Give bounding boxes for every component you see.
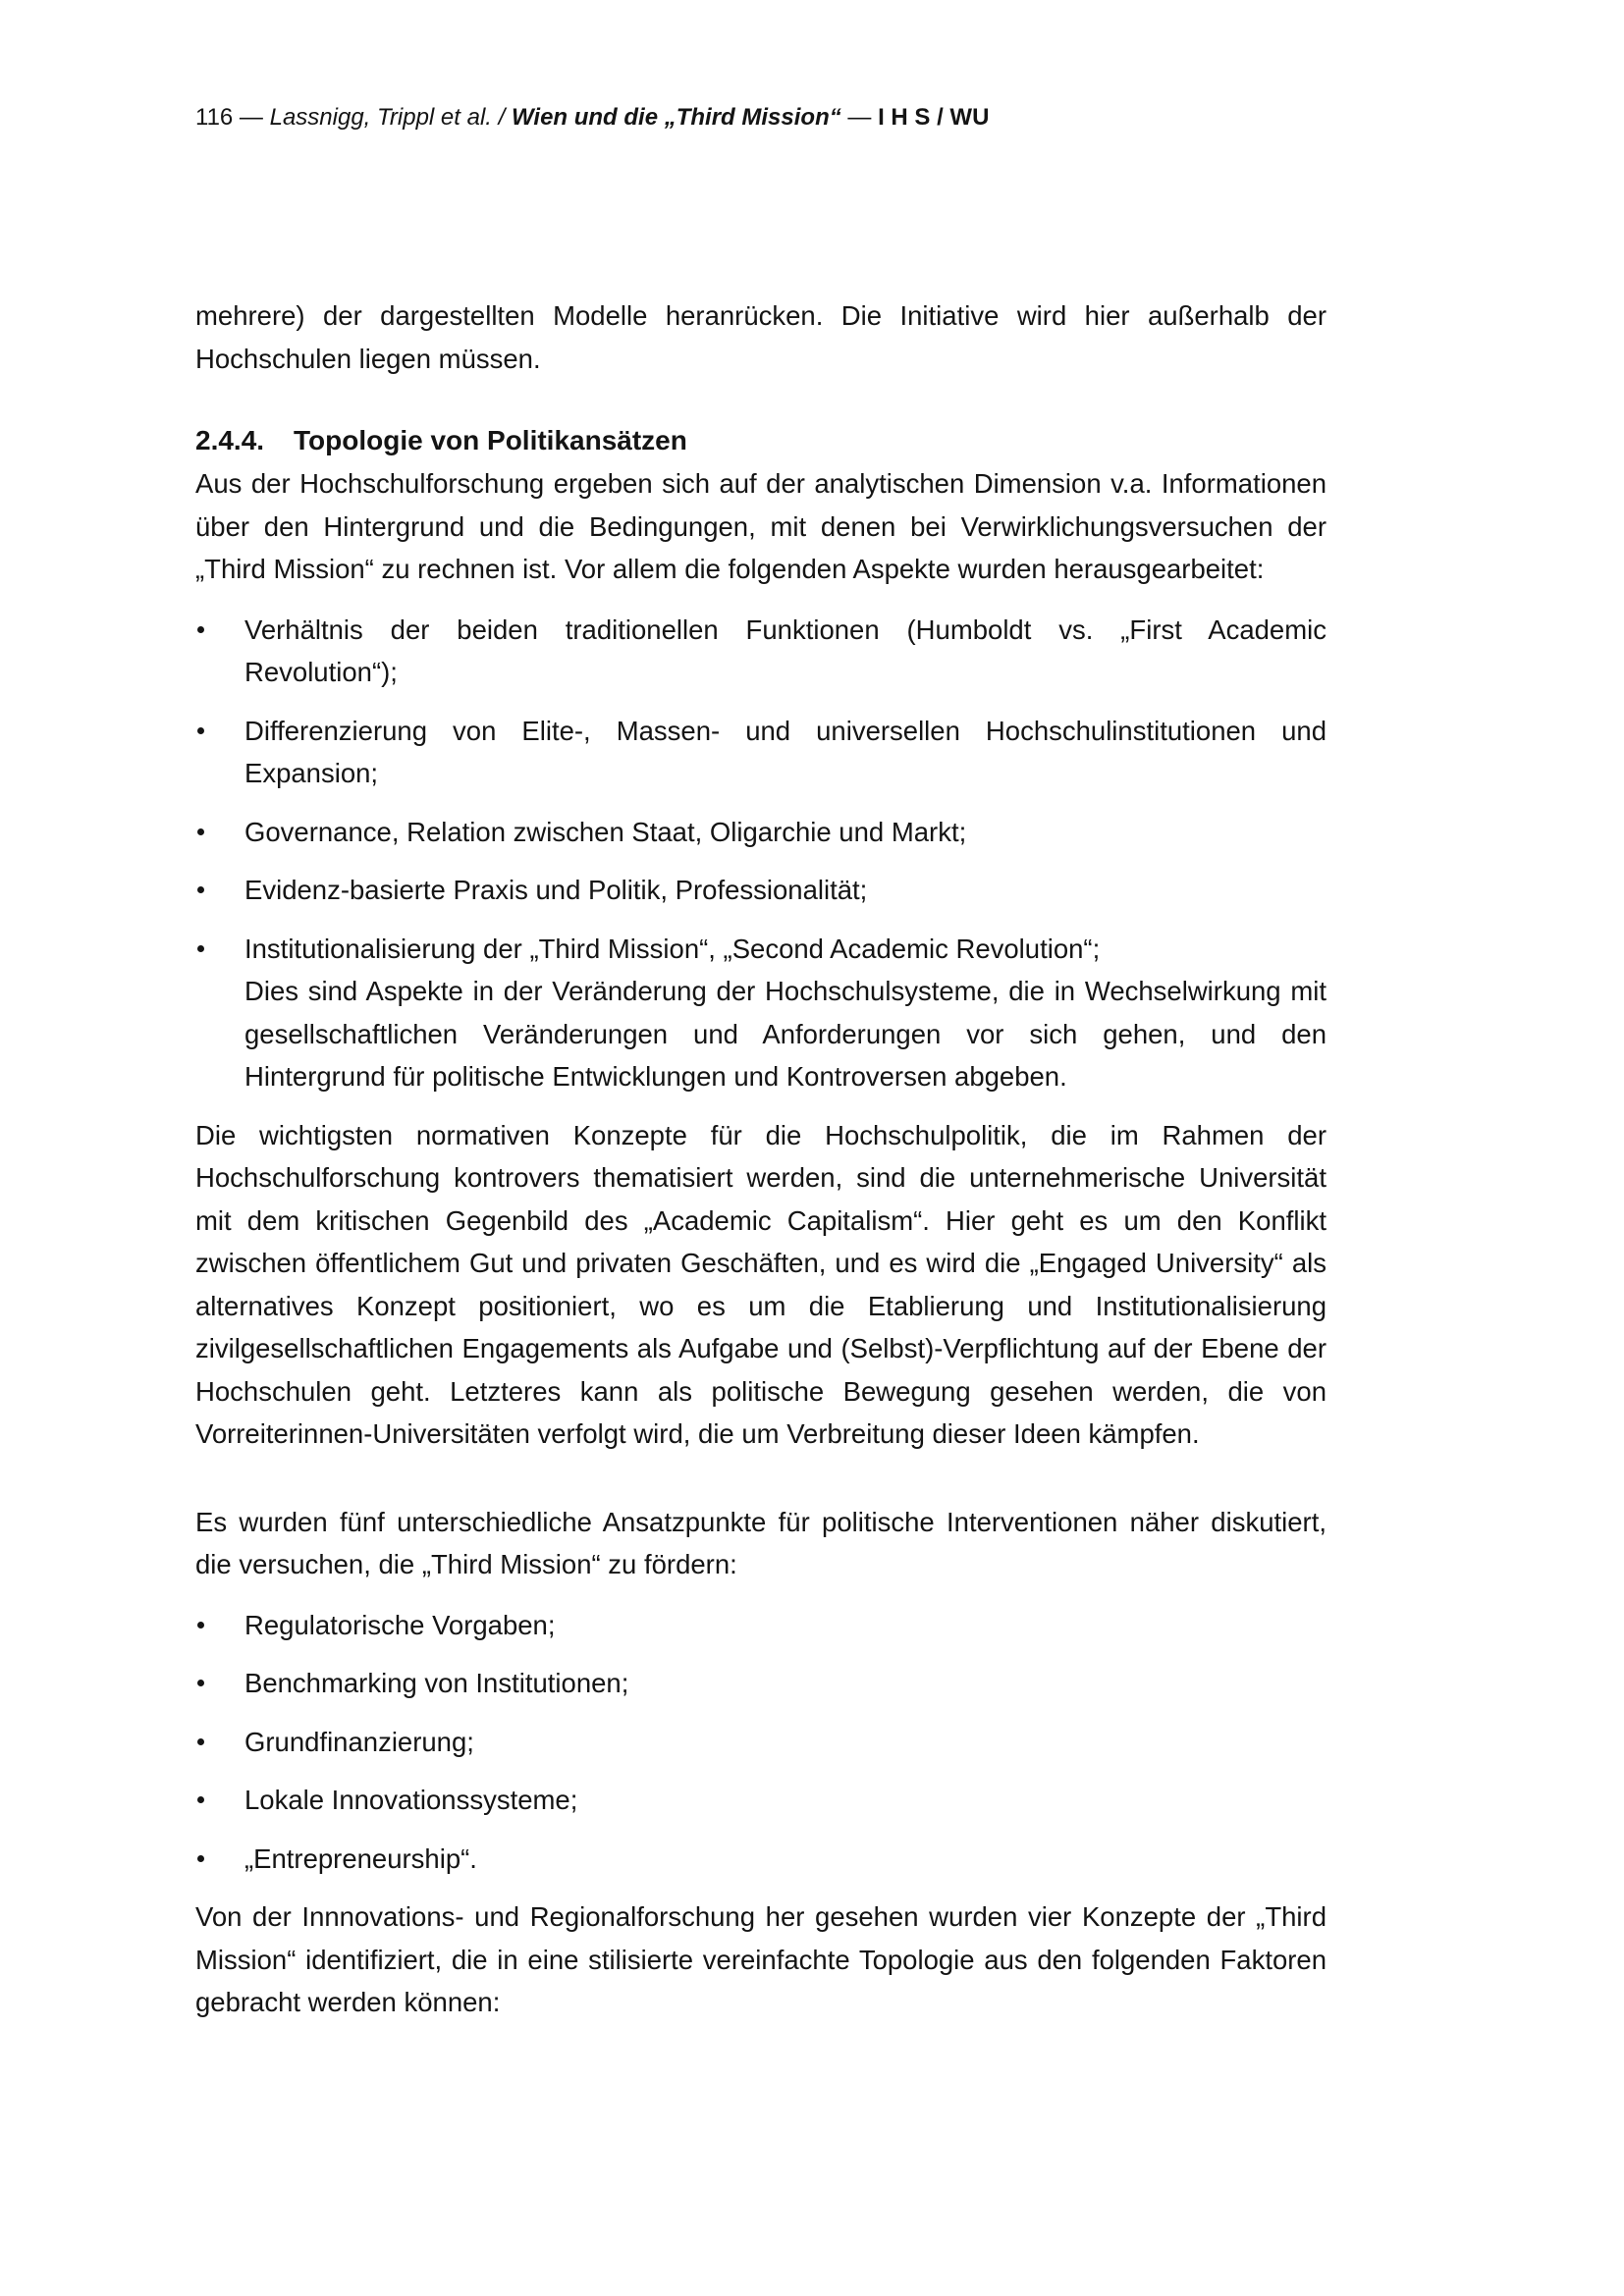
list-item bbox=[195, 710, 1326, 795]
paragraph-1: Aus der Hochschulforschung ergeben sich auf der analytischen Dimension v.a. Informationen über den Hintergrund und die Bedingungen, mit denen bei Verwirklichungsversuchen der „Third Mission“ zu rechnen ist. Vor allem die folgenden Aspekte wurden herausgearbeitet: bbox=[195, 468, 1326, 584]
list-item-text: Institutionalisierung der „Third Mission“, „Second Academic Revolution“; bbox=[244, 933, 1101, 964]
list-continuation-text: Dies sind Aspekte in der Veränderung der Hochschulsysteme, die in Wechselwirkung mit gesellschaftlichen Veränderungen und Anforderungen vor sich gehen, und den Hintergrund für politische Entwicklungen und Kontroversen abgeben. bbox=[244, 976, 1326, 1092]
header-institutions: I H S / WU bbox=[878, 104, 990, 131]
body-text bbox=[195, 294, 1326, 2024]
aspects-list bbox=[195, 609, 1326, 1098]
list-item-text: Differenzierung von Elite-, Massen- und universellen Hochschulinstitutionen und Expansion; bbox=[244, 715, 1326, 788]
list-item bbox=[195, 869, 1326, 912]
page-number: 116 bbox=[195, 104, 234, 131]
interventions-list bbox=[195, 1604, 1326, 1881]
section-heading bbox=[195, 419, 1326, 462]
list-item bbox=[195, 1662, 1326, 1705]
paragraph-4: Von der Innnovations- und Regionalforschung her gesehen wurden vier Konzepte der „Third Mission“ identifiziert, die in eine stilisierte vereinfachte Topologie aus den folgenden Faktoren gebracht werden können: bbox=[195, 1901, 1326, 2017]
list-item bbox=[195, 1721, 1326, 1764]
paragraph-2: Die wichtigsten normativen Konzepte für die Hochschulpolitik, die im Rahmen der Hochschulforschung kontrovers thematisiert werden, sind die unternehmerische Universität mit dem kritischen Gegenbild des „Academic Capitalism“. Hier geht es um den Konflikt zwischen öffentlichem Gut und privaten Geschäften, und es wird die „Engaged University“ als alternatives Konzept positioniert, wo es um die Etablierung und Institutionalisierung zivilgesellschaftlichen Engagements als Aufgabe und (Selbst)-Verpflichtung auf der Ebene der Hochschulen geht. Letzteres kann als politische Bewegung gesehen werden, die von Vorreiterinnen-Universitäten verfolgt wird, die um Verbreitung dieser Ideen kämpfen. bbox=[195, 1119, 1326, 1449]
list-item-text: Verhältnis der beiden traditionellen Funktionen (Humboldt vs. „First Academic Revolution“); bbox=[244, 614, 1326, 687]
list-item-text: Lokale Innovationssysteme; bbox=[244, 1785, 578, 1815]
list-item-text: Evidenz-basierte Praxis und Politik, Professionalität; bbox=[244, 875, 868, 905]
running-header bbox=[195, 102, 989, 133]
section-title: Topologie von Politikansätzen bbox=[294, 425, 687, 455]
header-title: Wien und die „Third Mission“ bbox=[511, 104, 841, 131]
list-item bbox=[195, 928, 1326, 1098]
header-dash: — bbox=[233, 104, 270, 131]
intro-paragraph: mehrere) der dargestellten Modelle heranrücken. Die Initiative wird hier außerhalb der Hochschulen liegen müssen. bbox=[195, 300, 1326, 374]
header-dash: — bbox=[840, 104, 879, 131]
list-item-text: „Entrepreneurship“. bbox=[244, 1842, 477, 1874]
list-item bbox=[195, 1604, 1326, 1647]
list-item bbox=[195, 609, 1326, 694]
list-item-text: Governance, Relation zwischen Staat, Oligarchie und Markt; bbox=[244, 816, 967, 847]
list-item bbox=[195, 811, 1326, 854]
list-item bbox=[195, 1838, 1326, 1881]
list-item-text: Grundfinanzierung; bbox=[244, 1726, 474, 1757]
list-item-text: Benchmarking von Institutionen; bbox=[244, 1668, 629, 1698]
list-item bbox=[195, 1779, 1326, 1822]
list-item-text: Regulatorische Vorgaben; bbox=[244, 1609, 556, 1640]
paragraph-3: Es wurden fünf unterschiedliche Ansatzpunkte für politische Interventionen näher diskutiert, die versuchen, die „Third Mission“ zu fördern: bbox=[195, 1506, 1326, 1579]
section-number: 2.4.4. bbox=[195, 425, 265, 455]
header-authors: Lassnigg, Trippl et al. / bbox=[269, 104, 506, 131]
